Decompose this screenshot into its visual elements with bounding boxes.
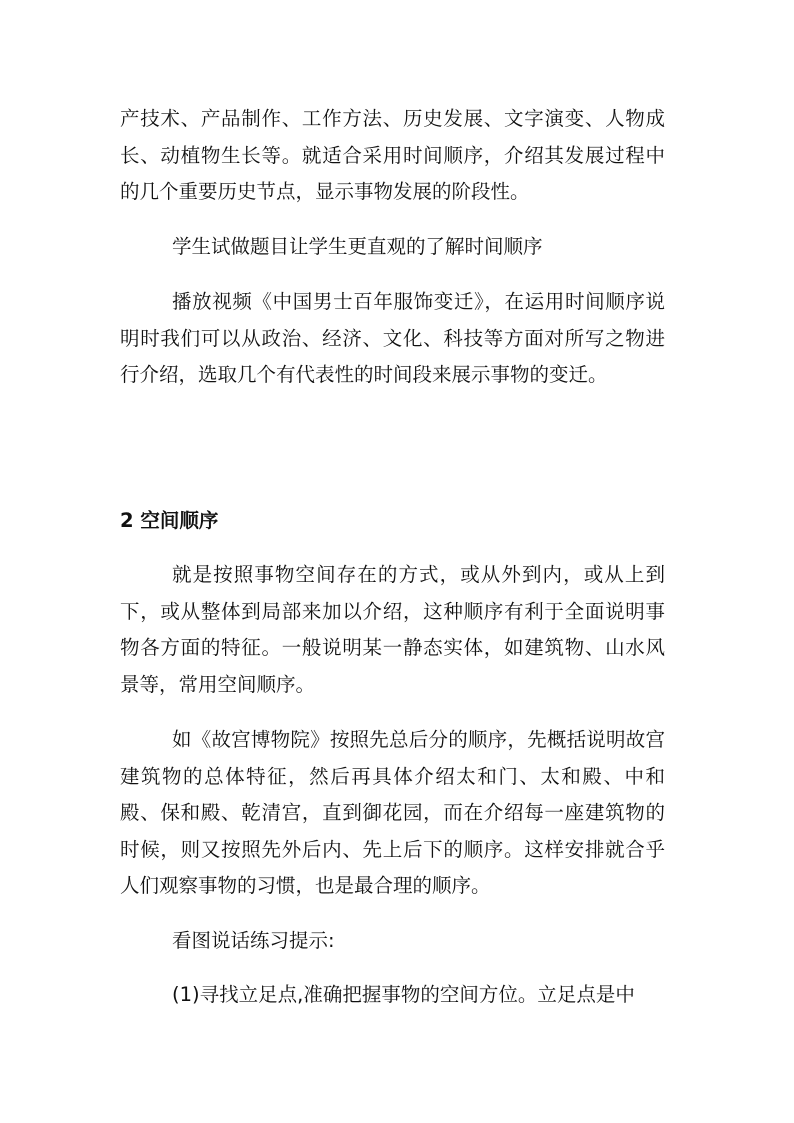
paragraph-spatial-definition: 就是按照事物空间存在的方式，或从外到内，或从上到下，或从整体到局部来加以介绍，这种顺序有利于全面说明事物各方面的特征。一般说明某一静态实体，如建筑物、山水风景等，常用空间顺序。 — [120, 563, 665, 696]
paragraph-picture-talk-tips: 看图说话练习提示: — [172, 929, 335, 952]
paragraph-palace-example: 如《故宫博物院》按照先总后分的顺序，先概括说明故宫建筑物的总体特征，然后再具体介绍太和门、太和殿、中和殿、保和殿、乾清宫，直到御花园，而在介绍每一座建筑物的时候，则又按照先外后内、先上后下的顺序。这样安排就合乎人们观察事物的习惯，也是最合理的顺序。 — [120, 728, 665, 897]
paragraph-student-exercise: 学生试做题目让学生更直观的了解时间顺序 — [172, 235, 543, 258]
section-heading-spatial-order: 2 空间顺序 — [120, 509, 219, 532]
paragraph-time-order-scope: 产技术、产品制作、工作方法、历史发展、文字演变、人物成长、动植物生长等。就适合采用时间顺序，介绍其发展过程中的几个重要历史节点，显示事物发展的阶段性。 — [120, 107, 665, 203]
paragraph-video-example: 播放视频《中国男士百年服饰变迁》，在运用时间顺序说明时我们可以从政治、经济、文化、科技等方面对所写之物进行介绍，选取几个有代表性的时间段来展示事物的变迁。 — [120, 290, 665, 386]
paragraph-tip-1: (1)寻找立足点,准确把握事物的空间方位。立足点是中 — [172, 983, 635, 1006]
